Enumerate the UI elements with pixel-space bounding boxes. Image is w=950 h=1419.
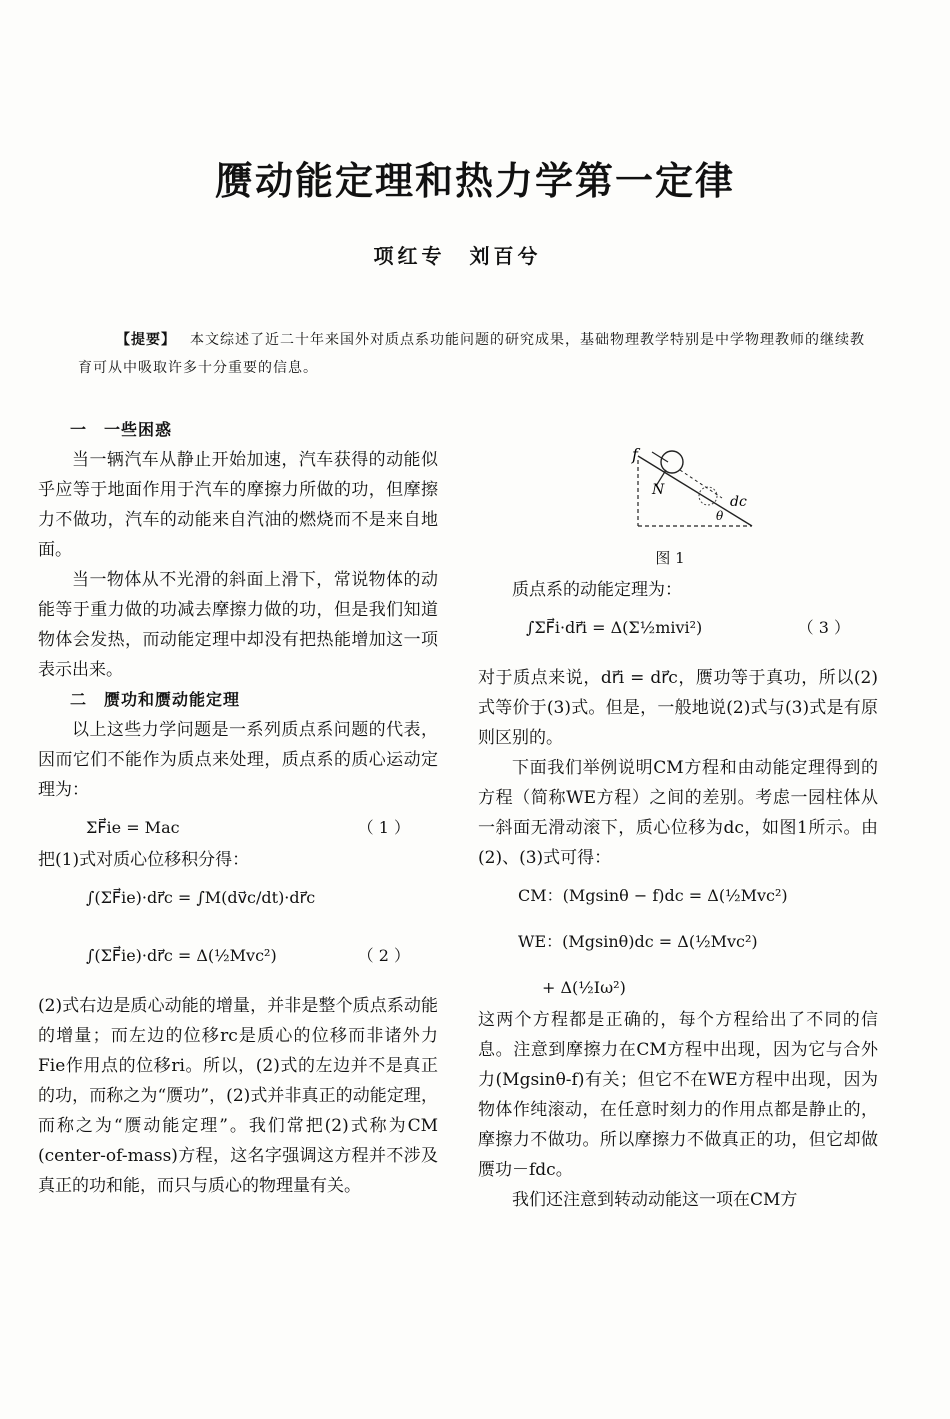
- section-heading-2: 二 赝功和赝动能定理: [70, 690, 241, 709]
- page-title: 赝动能定理和热力学第一定律: [214, 159, 735, 203]
- paragraph: (2)式右边是质心动能的增量，并非是整个质点系动能的增量；而左边的位移rc是质心的位移而非诸外力Fie作用点的位移ri。所以，(2)式的左边并不是真正的功，而称之为“赝功”，(2)式并非真正的动能定理，而称之为“赝动能定理”。我们常把(2)式称为CM (center-of-mass)方程，这名字强调这方程并不涉及真正的功和能，而只与质心的物理量有关。: [38, 996, 438, 1196]
- equation-body: + Δ(½Iω²): [542, 978, 626, 997]
- equation-number: （ 1 ）: [357, 818, 410, 837]
- figure-label: θ: [716, 509, 724, 523]
- equation-3: [478, 605, 878, 663]
- equation-body: ∫ΣF⃗i·dr⃗i = Δ(Σ½mivi²): [526, 618, 703, 637]
- figure-label: dc: [730, 494, 747, 510]
- equation-we: [478, 919, 878, 965]
- abstract: [78, 326, 878, 382]
- equation-body: WE：(Mgsinθ)dc = Δ(½Mvc²): [518, 932, 758, 951]
- equation-body: ∫(ΣF⃗ie)·dr⃗c = ∫M(dv⃗c/dt)·dr⃗c: [86, 888, 316, 907]
- paragraph: 当一辆汽车从静止开始加速，汽车获得的动能似乎应等于地面作用于汽车的摩擦力所做的功，但摩擦力不做功，汽车的动能来自汽油的燃烧而不是来自地面。: [38, 450, 438, 560]
- paragraph: 把(1)式对质心位移积分得：: [38, 850, 250, 870]
- equation-we-continued: [478, 965, 878, 1005]
- paragraph: 这两个方程都是正确的，每个方程给出了不同的信息。注意到摩擦力在CM方程中出现，因为它与合外力(Mgsinθ-f)有关；但它不在WE方程中出现，因为物体作纯滚动，在任意时刻力的作用点都是静止的，摩擦力不做功。所以摩擦力不做真正的功，但它却做赝功－fdc。: [478, 1010, 878, 1180]
- equation-body: ∫(ΣF⃗ie)·dr⃗c = Δ(½Mvc²): [86, 946, 277, 965]
- paragraph: 以上这些力学问题是一系列质点系问题的代表，因而它们不能作为质点来处理，质点系的质心运动定理为：: [38, 720, 438, 800]
- paragraph: 质点系的动能定理为：: [512, 580, 682, 600]
- figure-1: [600, 440, 770, 568]
- equation-2b: [38, 933, 438, 991]
- paragraph: 对于质点来说，dr⃗i = dr⃗c，赝功等于真功，所以(2)式等价于(3)式。但是，一般地说(2)式与(3)式是有原则区别的。: [478, 668, 878, 748]
- equation-number: （ 2 ）: [357, 946, 410, 965]
- equation-1: [38, 805, 438, 845]
- figure-label: f: [632, 445, 638, 464]
- abstract-tag: 【提要】: [116, 332, 176, 348]
- paragraph: 下面我们举例说明CM方程和由动能定理得到的方程（简称WE方程）之间的差别。考虑一园柱体从一斜面无滑动滚下，质心位移为dc，如图1所示。由(2)、(3)式可得：: [478, 758, 878, 868]
- equation-body: CM：(Mgsinθ − f)dc = Δ(½Mvc²): [518, 886, 788, 905]
- equation-cm: [478, 873, 878, 919]
- authors: 项红专 刘百兮: [373, 244, 542, 268]
- figure-label: N: [652, 482, 665, 498]
- paragraph: 当一物体从不光滑的斜面上滑下，常说物体的动能等于重力做的功减去摩擦力做的功，但是我们知道物体会发热，而动能定理中却没有把热能增加这一项表示出来。: [38, 570, 438, 680]
- incline-diagram: [600, 440, 770, 540]
- figure-caption: 图 1: [655, 549, 685, 567]
- equation-number: （ 3 ）: [797, 618, 850, 637]
- right-column: [478, 575, 878, 1215]
- section-heading-1: 一 一些困惑: [70, 420, 173, 439]
- equation-body: ΣF⃗ie = Mac: [86, 818, 180, 837]
- paragraph: 我们还注意到转动动能这一项在CM方: [512, 1190, 798, 1210]
- equation-2a: [38, 875, 438, 933]
- abstract-text: 本文综述了近二十年来国外对质点系功能问题的研究成果，基础物理教学特别是中学物理教师的继续教育可从中吸取许多十分重要的信息。: [78, 332, 865, 376]
- left-column: [38, 415, 438, 1201]
